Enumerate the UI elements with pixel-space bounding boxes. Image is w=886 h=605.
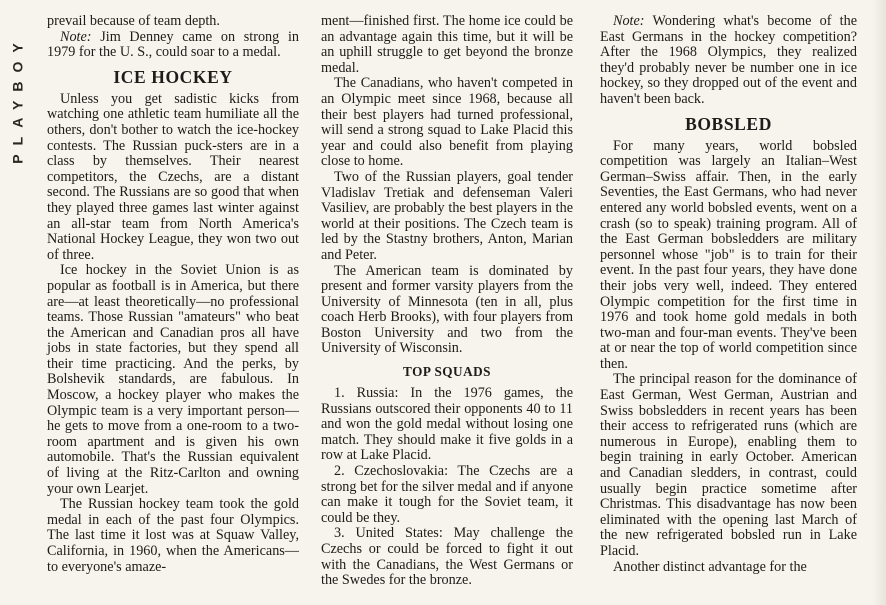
paragraph: Ice hockey in the Soviet Union is as popular as football is in America, but there are—at least theoretically—no professional teams. Those Russian "amateurs" who beat the American and Canadian pros all have jobs in state factories, but they spend all their time practicing. And the perks, by Bolshevik standards, are fabulous. In Moscow, a hockey player who makes the Olympic team is a very important person—he gets to move from a one-room to a two-room apartment and is given his own automobile. That's the Russian equivalent of living at the Ritz-Carlton and owning your own Learjet. <box>47 262 299 497</box>
note-label: Note: <box>613 13 645 29</box>
note-text: Jim Denney came on strong in 1979 for the U. S., could soar to a medal. <box>47 28 299 61</box>
paragraph: The American team is dominated by present and former varsity players from the University of Minnesota (ten in all, plus coach Herb Brooks), with four players from Boston University and two from the University of Wisconsin. <box>321 262 573 357</box>
squad-item: 1. Russia: In the 1976 games, the Russians outscored their opponents 40 to 11 and won the gold medal without losing one match. They should make it five golds in a row at Lake Placid. <box>321 385 573 464</box>
section-heading-bobsled: BOBSLED <box>685 113 772 134</box>
note-label: Note: <box>60 28 92 45</box>
squad-item: 3. United States: May challenge the Czechs or could be forced to fight it out with the Canadians, the West Germans or the Swedes for the bronze. <box>321 525 573 589</box>
note-text: Wondering what's become of the East Germans in the hockey competition? After the 1968 Olympics, they realized they'd probably never be number one in ice hockey, so they dropped out of the event and haven't been back. <box>600 13 857 107</box>
page-edge-shadow <box>872 0 886 605</box>
text-column-1 <box>47 14 299 575</box>
magazine-name: PLAYBOY <box>10 34 27 164</box>
paragraph: The Canadians, who haven't competed in an Olympic meet since 1968, because all their best players had turned professional, will send a strong squad to Lake Placid this year and could also benefit from playing close to home. <box>321 75 573 170</box>
note-paragraph <box>47 30 299 61</box>
magazine-running-head <box>8 24 28 174</box>
paragraph: The Russian hockey team took the gold medal in each of the past four Olympics. The last time it lost was at Squaw Valley, California, in 1960, when the Americans—to everyone's amaze- <box>47 496 299 575</box>
paragraph: Unless you get sadistic kicks from watching one athletic team humiliate all the others, don't bother to watch the ice-hockey contests. The Russian puck-sters are in a class by themselves. Their nearest competitors, the Czechs, are a distant second. The Russians are so good that when they played three games last winter against an all-star team from North America's National Hockey League, they won two out of three. <box>47 90 299 263</box>
squad-item: 2. Czechoslovakia: The Czechs are a strong bet for the silver medal and if anyone can make it tough for the Soviet team, it could be they. <box>321 463 573 526</box>
subheading-top-squads: TOP SQUADS <box>403 364 491 380</box>
paragraph: Two of the Russian players, goal tender Vladislav Tretiak and defenseman Valeri Vasiliev, are probably the best players in the world at their positions. The Czech team is led by the Stastny brothers, Anton, Marian and Peter. <box>321 168 573 263</box>
text-column-3 <box>600 14 857 575</box>
paragraph: For many years, world bobsled competition was largely an Italian–West German–Swiss affair. Then, in the early Seventies, the East Germans, who had never entered any world bobsled events, went on a crash (so to speak) training program. All of the East German bobsledders are military personnel whose "job" is to train for their event. In the past four years, they have done their jobs very well, indeed. They entered Olympic competition for the first time in 1976 and took home gold medals in both two-man and four-man events. They've been at or near the top of world competition since then. <box>600 137 857 372</box>
paragraph: The principal reason for the dominance of East German, West German, Austrian and Swiss bobsledders in recent years has been their access to refrigerated runs (which are numerous in Europe), enabling them to begin training in early October. American and Canadian sledders, in contrast, could usually begin practice sometime after Christmas. This disadvantage has now been eliminated with the opening last March of the new refrigerated bobsled run in Lake Placid. <box>600 371 857 559</box>
paragraph-continuation: prevail because of team depth. <box>47 13 220 29</box>
section-heading-ice-hockey: ICE HOCKEY <box>113 66 233 87</box>
text-column-2 <box>321 14 573 589</box>
paragraph: Another distinct advantage for the <box>613 558 807 575</box>
note-paragraph <box>600 14 857 108</box>
paragraph-continuation: ment—finished first. The home ice could be an advantage again this time, but it will be an uphill struggle to get beyond the bronze medal. <box>321 13 573 76</box>
